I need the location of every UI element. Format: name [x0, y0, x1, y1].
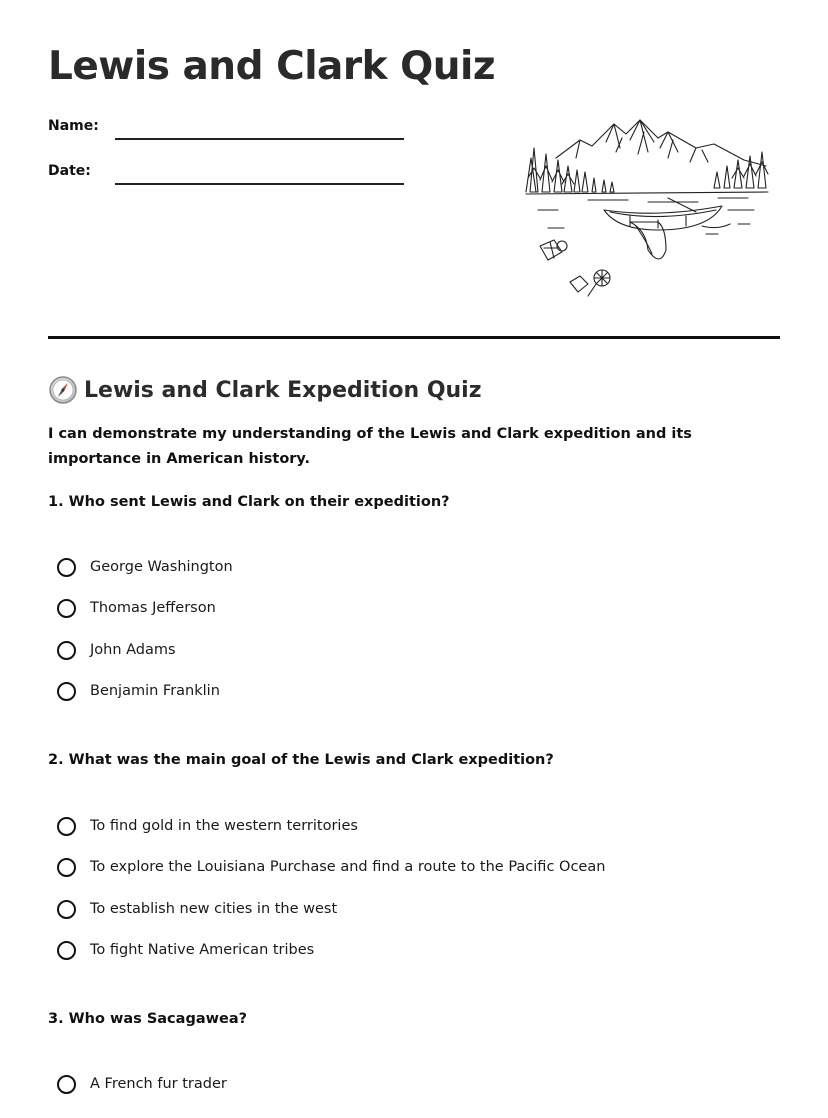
option-label: George Washington [90, 559, 233, 575]
q1-option-2[interactable] [57, 595, 216, 621]
option-label: John Adams [90, 642, 176, 658]
date-input-line[interactable] [115, 183, 404, 185]
option-label: To explore the Louisiana Purchase and find a route to the Pacific Ocean [90, 859, 606, 875]
header-divider [48, 336, 780, 339]
option-label: A French fur trader [90, 1076, 227, 1092]
question-3: 3. Who was Sacagawea? [48, 1011, 248, 1027]
compass-icon [48, 375, 78, 405]
section-title: Lewis and Clark Expedition Quiz [84, 377, 482, 403]
option-label: Benjamin Franklin [90, 683, 220, 699]
radio-button[interactable] [57, 599, 76, 618]
q2-option-2[interactable] [57, 854, 605, 880]
q3-option-1[interactable] [57, 1071, 227, 1097]
radio-button[interactable] [57, 558, 76, 577]
date-field-row [48, 163, 408, 193]
name-input-line[interactable] [115, 138, 404, 140]
radio-button[interactable] [57, 817, 76, 836]
trees-right [714, 152, 768, 188]
q1-option-4[interactable] [57, 678, 220, 704]
q1-option-1[interactable] [57, 554, 233, 580]
radio-button[interactable] [57, 641, 76, 660]
q1-option-3[interactable] [57, 637, 176, 663]
question-1: 1. Who sent Lewis and Clark on their expedition? [48, 494, 450, 510]
option-label: To establish new cities in the west [90, 901, 338, 917]
radio-button[interactable] [57, 1075, 76, 1094]
trees-left [526, 148, 614, 192]
radio-button[interactable] [57, 900, 76, 919]
page-title: Lewis and Clark Quiz [48, 44, 496, 89]
option-label: To fight Native American tribes [90, 942, 315, 958]
radio-button[interactable] [57, 682, 76, 701]
expedition-illustration [518, 118, 774, 302]
q2-option-1[interactable] [57, 813, 358, 839]
map-sketch [540, 240, 567, 260]
compass-sketch [570, 270, 610, 296]
q2-option-4[interactable] [57, 937, 314, 963]
radio-button[interactable] [57, 941, 76, 960]
date-label: Date: [48, 163, 91, 179]
section-heading [48, 374, 482, 406]
name-field-row [48, 118, 408, 148]
name-label: Name: [48, 118, 99, 134]
option-label: Thomas Jefferson [90, 600, 216, 616]
q2-option-3[interactable] [57, 896, 337, 922]
question-2: 2. What was the main goal of the Lewis and Clark expedition? [48, 752, 554, 768]
learning-objective: I can demonstrate my understanding of the Lewis and Clark expedition and its importance in American history. [48, 426, 692, 467]
option-label: To find gold in the western territories [90, 818, 358, 834]
radio-button[interactable] [57, 858, 76, 877]
